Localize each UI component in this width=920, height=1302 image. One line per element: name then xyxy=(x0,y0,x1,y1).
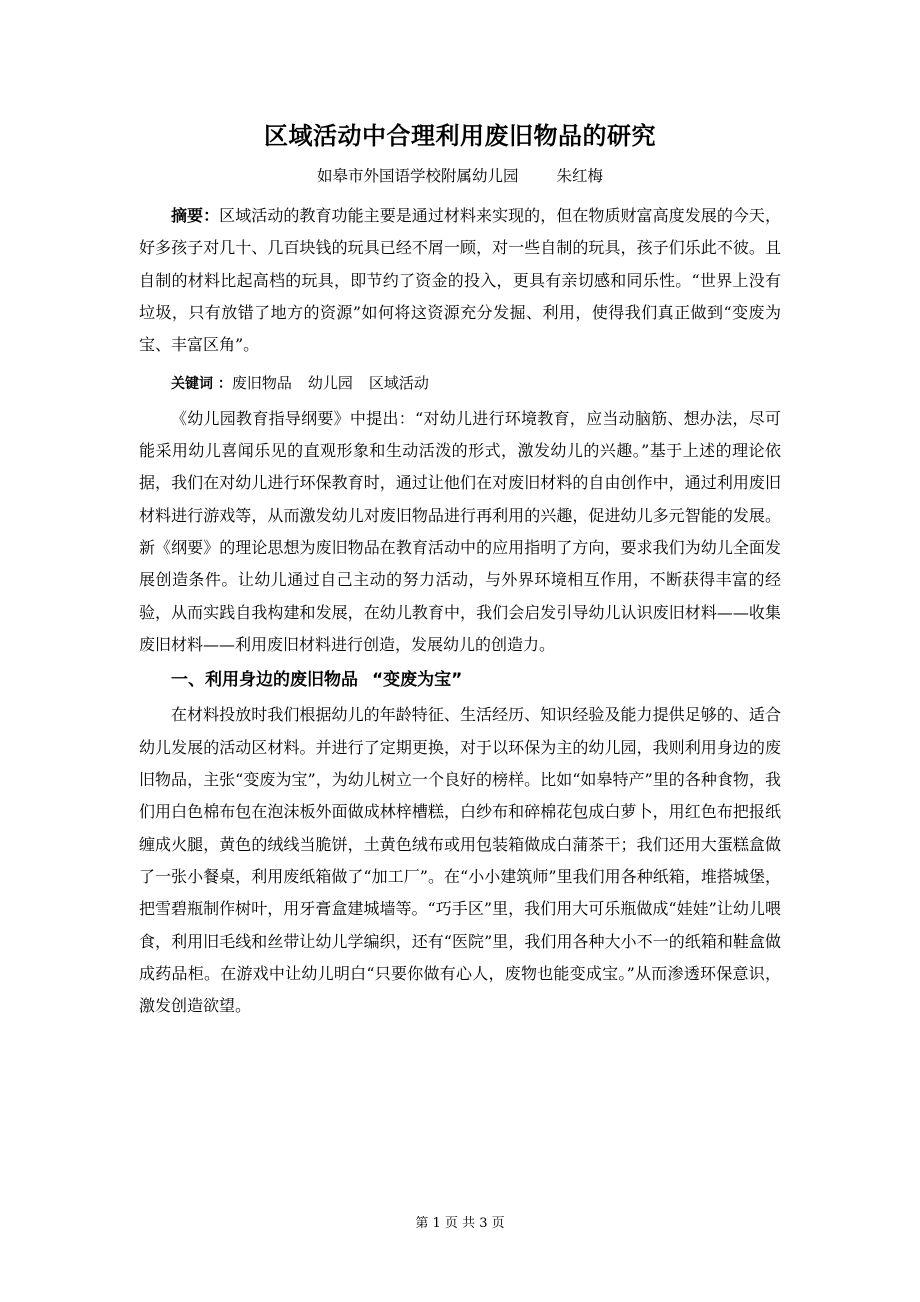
keywords-label: 关键词 ： xyxy=(171,376,232,393)
abstract-text: 区域活动的教育功能主要是通过材料来实现的，但在物质财富高度发展的今天，好多孩子对几十、几百块钱的玩具已经不屑一顾，对一些自制的玩具，孩子们乐此不彼。且自制的材料比起高档的玩具，即节约了资金的投入，更具有亲切感和同乐性。“世界上没有垃圾，只有放错了地方的资源”如何将这资源充分发掘、利用，使得我们真正做到“变废为宝、丰富区角”。 xyxy=(139,206,781,355)
keyword-item: 废旧物品 xyxy=(231,374,292,393)
document-title: 区域活动中合理利用废旧物品的研究 xyxy=(264,122,656,150)
keywords-line xyxy=(139,367,781,400)
keyword-item: 幼儿园 xyxy=(307,374,353,393)
section-paragraph: 在材料投放时我们根据幼儿的年龄特征、生活经历、知识经验及能力提供足够的、适合幼儿发展的活动区材料。并进行了定期更换，对于以环保为主的幼儿园，我则利用身边的废旧物品，主张“变废为宝”，为幼儿树立一个良好的榜样。比如“如皋特产”里的各种食物，我们用白色棉布包在泡沫板外面做成林梓槽糕，白纱布和碎棉花包成白萝卜，用红色布把报纸缠成火腿，黄色的绒线当脆饼，土黄色绒布或用包装箱做成白蒲茶干；我们还用大蛋糕盒做了一张小餐桌，利用废纸箱做了“加工厂”。在“小小建筑师”里我们用各种纸箱，堆搭城堡，把雪碧瓶制作树叶，用牙膏盒建城墙等。“巧手区”里，我们用大可乐瓶做成“娃娃”让幼儿喂食，利用旧毛线和丝带让幼儿学编织，还有“医院”里，我们用各种大小不一的纸箱和鞋盒做成药品柜。在游戏中让幼儿明白“只要你做有心人，废物也能变成宝。”从而渗透环保意识，激发创造欲望。 xyxy=(139,705,781,1016)
page-footer: 第 1 页 共 3 页 xyxy=(415,1216,505,1231)
affiliation: 如皋市外国语学校附属幼儿园 xyxy=(316,167,519,185)
section-heading-text: 一、利用身边的废旧物品 xyxy=(171,670,358,691)
author-line xyxy=(0,164,920,186)
document-body xyxy=(139,200,781,1022)
abstract-paragraph xyxy=(139,200,781,361)
abstract-label: 摘要： xyxy=(171,206,220,225)
keyword-item: 区域活动 xyxy=(368,374,429,393)
section-heading xyxy=(139,664,781,696)
author-name: 朱红梅 xyxy=(556,167,604,185)
section-heading-quote: “变废为宝” xyxy=(372,670,463,691)
intro-paragraph: 《幼儿园教育指导纲要》中提出：“对幼儿进行环境教育，应当动脑筋、想办法，尽可能采用幼儿喜闻乐见的直观形象和生动活泼的形式，激发幼儿的兴趣。”基于上述的理论依据，我们在对幼儿进行环保教育时，通过让他们在对废旧材料的自由创作中，通过利用废旧材料进行游戏等，从而激发幼儿对废旧物品进行再利用的兴趣，促进幼儿多元智能的发展。新《纲要》的理论思想为废旧物品在教育活动中的应用指明了方向，要求我们为幼儿全面发展创造条件。让幼儿通过自己主动的努力活动，与外界环境相互作用，不断获得丰富的经验，从而实践自我构建和发展，在幼儿教育中，我们会启发引导幼儿认识废旧材料——收集废旧材料——利用废旧材料进行创造，发展幼儿的创造力。 xyxy=(139,408,781,654)
